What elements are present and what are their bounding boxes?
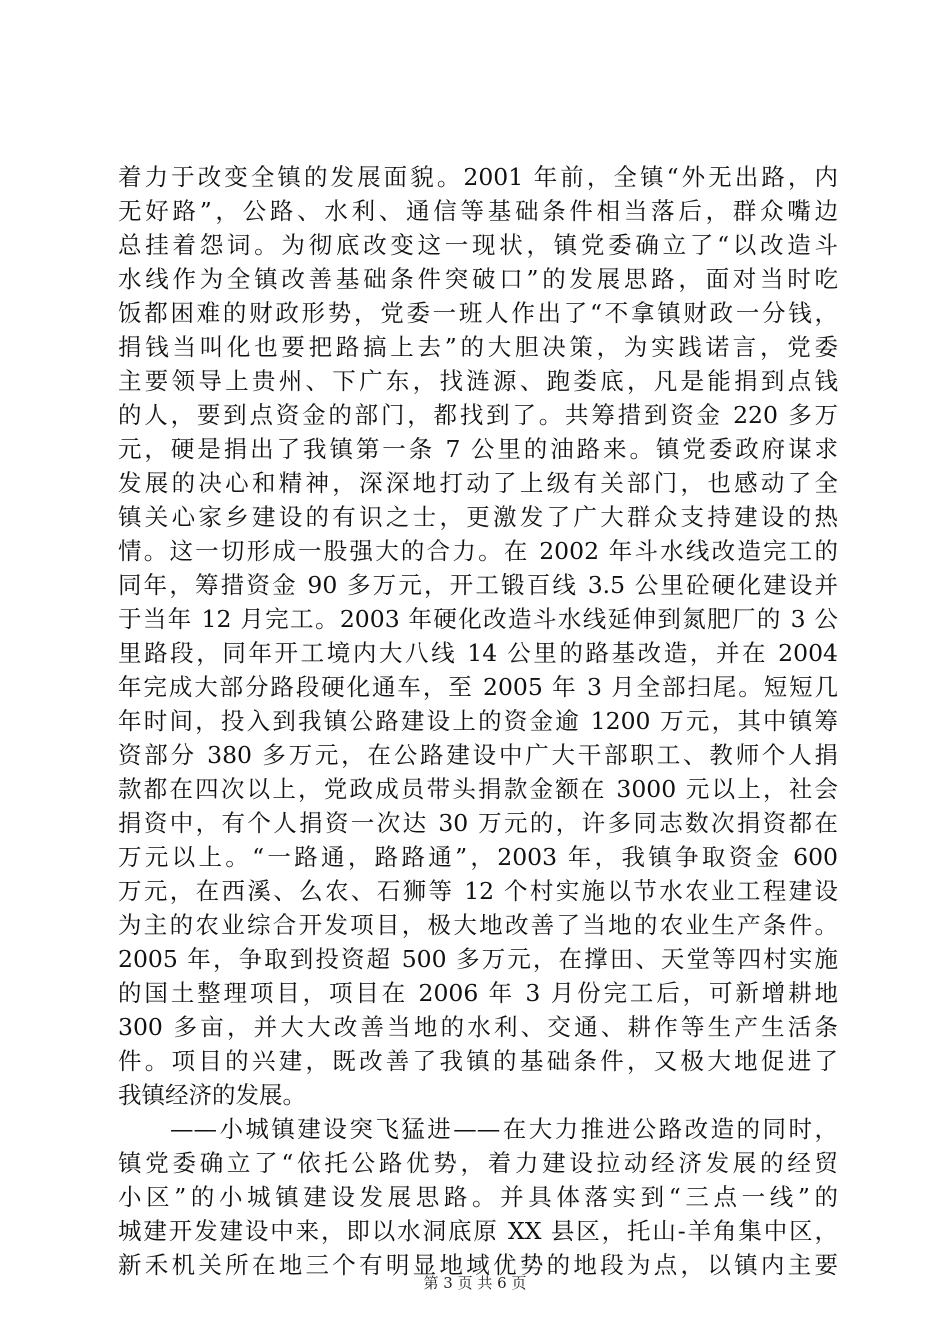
text-line: 资部分 380 多万元，在公路建设中广大干部职工、教师个人捐 [118,741,838,769]
text-line: 同年，筹措资金 90 多万元，开工锻百线 3.5 公里砼硬化建设并 [118,571,838,599]
text-line: 的人，要到点资金的部门，都找到了。共筹措到资金 220 多万 [118,401,838,429]
text-line: 万元，在西溪、么农、石狮等 12 个村实施以节水农业工程建设 [118,877,838,905]
text-line: 小区”的小城镇建设发展思路。并具体落实到“三点一线”的 [118,1183,838,1211]
text-line: 水线作为全镇改善基础条件突破口”的发展思路，面对当时吃 [118,265,838,293]
text-line: 发展的决心和精神，深深地打动了上级有关部门，也感动了全 [118,469,838,497]
text-line: 新禾机关所在地三个有明显地域优势的地段为点，以镇内主要 [118,1251,838,1279]
paragraph-end-line: 我镇经济的发展。 [118,1081,306,1109]
text-line: 主要领导上贵州、下广东，找涟源、跑娄底，凡是能捐到点钱 [118,367,838,395]
text-line: 着力于改变全镇的发展面貌。2001 年前，全镇“外无出路，内 [118,163,838,191]
text-line: 镇关心家乡建设的有识之士，更激发了广大群众支持建设的热 [118,503,838,531]
text-line: 款都在四次以上，党政成员带头捐款金额在 3000 元以上，社会 [118,775,838,803]
text-line: 情。这一切形成一股强大的合力。在 2002 年斗水线改造完工的 [118,537,838,565]
text-line: 捐资中，有个人捐资一次达 30 万元的，许多同志数次捐资都在 [118,809,838,837]
text-line: 总挂着怨词。为彻底改变这一现状，镇党委确立了“以改造斗 [118,231,838,259]
text-line: 城建开发建设中来，即以水洞底原 XX 县区，托山-羊角集中区， [118,1217,838,1245]
text-line: 的国土整理项目，项目在 2006 年 3 月份完工后，可新增耕地 [118,979,838,1007]
text-line: 里路段，同年开工境内大八线 14 公里的路基改造，并在 2004 [118,639,838,667]
text-line: ——小城镇建设突飞猛进——在大力推进公路改造的同时， [118,1115,838,1143]
text-line: 饭都困难的财政形势，党委一班人作出了“不拿镇财政一分钱， [118,299,838,327]
text-line: 捐钱当叫化也要把路搞上去”的大胆决策，为实践诺言，党委 [118,333,838,361]
text-line: 为主的农业综合开发项目，极大地改善了当地的农业生产条件。 [118,911,838,939]
text-line: 万元以上。“一路通，路路通”，2003 年，我镇争取资金 600 [118,843,838,871]
text-line: 元，硬是捐出了我镇第一条 7 公里的油路来。镇党委政府谋求 [118,435,838,463]
text-line: 件。项目的兴建，既改善了我镇的基础条件，又极大地促进了 [118,1047,838,1075]
text-line: 无好路”，公路、水利、通信等基础条件相当落后，群众嘴边 [118,197,838,225]
page-number-footer: 第 3 页 共 6 页 [423,1274,527,1292]
body-text [118,160,838,1282]
text-line: 300 多亩，并大大改善当地的水利、交通、耕作等生产生活条 [118,1013,838,1041]
text-line: 年完成大部分路段硬化通车，至 2005 年 3 月全部扫尾。短短几 [118,673,838,701]
text-line: 于当年 12 月完工。2003 年硬化改造斗水线延伸到氮肥厂的 3 公 [118,605,838,633]
text-line: 2005 年，争取到投资超 500 多万元，在撑田、天堂等四村实施 [118,945,838,973]
text-line: 年时间，投入到我镇公路建设上的资金逾 1200 万元，其中镇筹 [118,707,838,735]
text-line: 镇党委确立了“依托公路优势，着力建设拉动经济发展的经贸 [118,1149,838,1177]
